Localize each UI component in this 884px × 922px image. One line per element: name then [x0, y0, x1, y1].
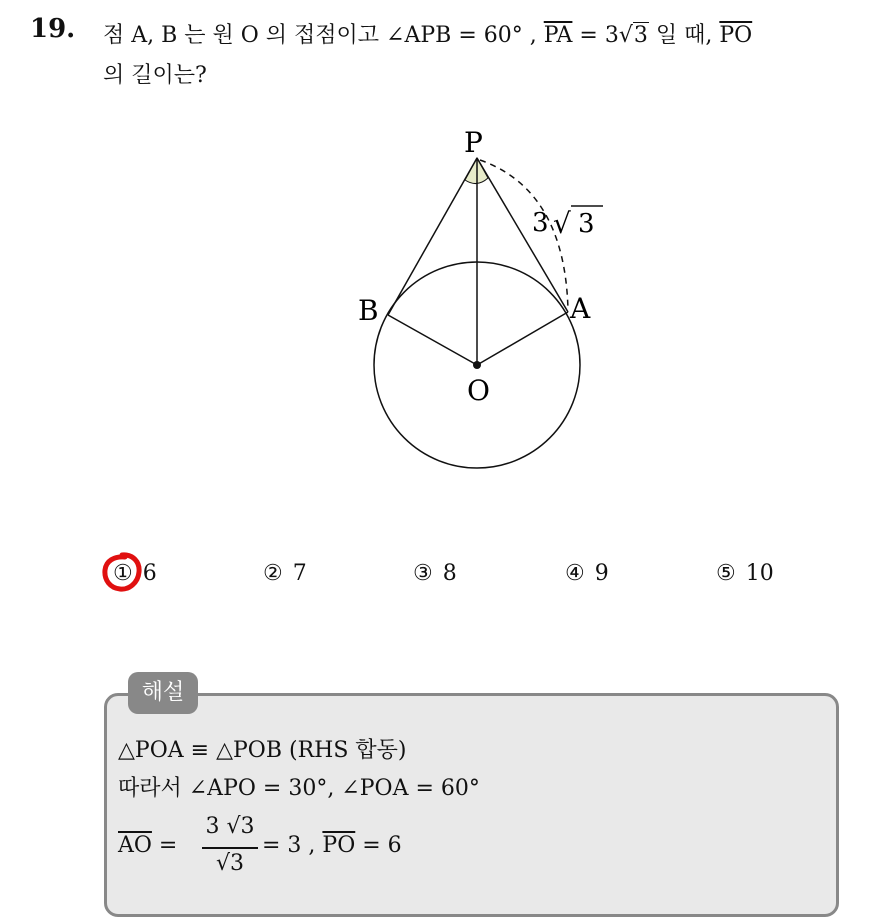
- tangent-pb: [388, 158, 477, 315]
- choice-5[interactable]: [716, 558, 774, 590]
- choice-3[interactable]: [413, 558, 457, 590]
- segment-po: $\overline{PO}$: [719, 23, 753, 48]
- side-length-sqrt-symbol: √: [553, 207, 571, 240]
- choice-4[interactable]: [565, 558, 609, 590]
- tangent-circle-figure: [340, 120, 640, 500]
- sqrt-symbol: √: [618, 23, 633, 48]
- label-o: O: [467, 374, 490, 407]
- fraction-denominator: √3: [215, 851, 244, 876]
- question-number: 19.: [30, 14, 76, 44]
- choice-2-value: 7: [292, 561, 307, 586]
- result-po: = 6: [355, 833, 402, 858]
- result-ao: = 3 ,: [262, 833, 323, 858]
- choice-3-marker: ③: [413, 561, 433, 586]
- side-length-coef: 3: [532, 208, 549, 238]
- solution-line-3-left: [118, 833, 177, 858]
- question-line2: 의 길이는?: [103, 63, 207, 88]
- solution-box: [104, 693, 839, 917]
- solution-line-3-right: [262, 833, 402, 858]
- radius-ob: [388, 315, 477, 365]
- choice-4-marker: ④: [565, 561, 585, 586]
- question-text-b: = 3: [572, 23, 619, 48]
- side-length-sqrt-arg: 3: [578, 209, 595, 239]
- fraction-numerator: 3 √3: [205, 814, 255, 839]
- fraction-bar: [202, 847, 258, 849]
- segment-ao: $\overline{AO}$: [118, 833, 152, 858]
- choice-2-marker: ②: [263, 561, 283, 586]
- choice-2[interactable]: [263, 558, 307, 590]
- segment-pa: $\overline{PA}$: [543, 23, 573, 48]
- solution-tag: 해설: [128, 672, 198, 714]
- label-a: A: [570, 292, 591, 325]
- choice-1-marker: ①: [113, 561, 133, 586]
- question-text: [103, 16, 863, 96]
- choice-1-value: 6: [142, 561, 157, 586]
- choice-4-value: 9: [594, 561, 609, 586]
- question-text-c: 일 때,: [648, 23, 720, 48]
- choice-1[interactable]: [113, 558, 157, 590]
- choice-5-value: 10: [745, 561, 774, 586]
- center-o-dot: [473, 361, 481, 369]
- solution-line-1: △POA ≡ △POB (RHS 합동): [118, 738, 407, 763]
- question-text-a: 점 A, B 는 원 O 의 접점이고 ∠APB = 60° ,: [103, 23, 544, 48]
- radius-oa: [477, 312, 568, 365]
- sqrt-argument: 3: [633, 23, 648, 48]
- segment-po-solution: $\overline{PO}$: [322, 833, 356, 858]
- choice-5-marker: ⑤: [716, 561, 736, 586]
- choice-3-value: 8: [442, 561, 457, 586]
- label-b: B: [358, 294, 379, 327]
- label-p: P: [464, 126, 483, 159]
- equals-sign: =: [151, 833, 178, 858]
- solution-line-2: 따라서 ∠APO = 30°, ∠POA = 60°: [118, 776, 480, 801]
